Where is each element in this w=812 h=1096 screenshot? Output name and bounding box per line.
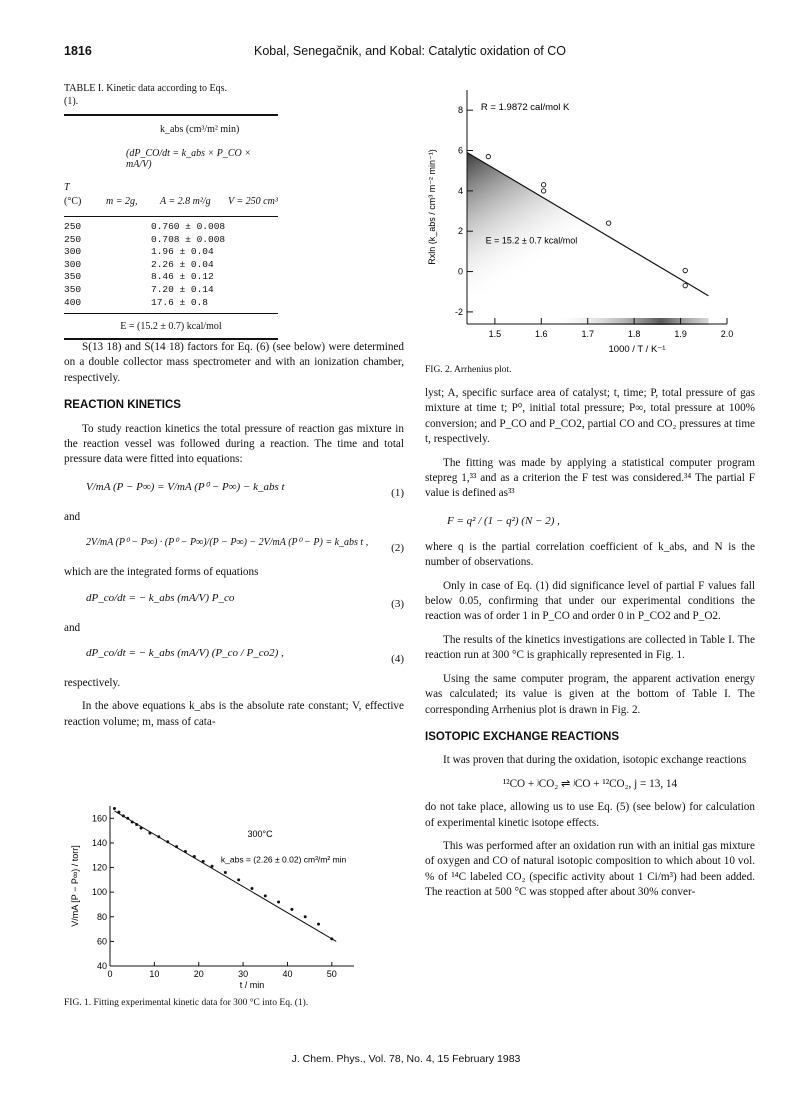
- table-footer: E = (15.2 ± 0.7) kcal/mol: [120, 321, 222, 333]
- data-point: [224, 871, 227, 874]
- table-cell-kabs: 1.96 ± 0.04: [151, 246, 214, 258]
- data-point: [166, 840, 169, 843]
- para-kinetics: To study reaction kinetics the total pressure of reaction gas mixture in the reaction vessel was followed during a reaction. The time and total pressure data were fitted into equations:: [64, 422, 404, 466]
- y-tick-label: 40: [96, 961, 107, 971]
- data-point: [264, 894, 267, 897]
- figure-1: [64, 798, 404, 1010]
- right-column-text: [425, 386, 755, 909]
- data-point: [117, 811, 120, 814]
- data-point: [683, 283, 687, 287]
- data-point: [237, 878, 240, 881]
- para-donot: do not take place, allowing us to use Eq. (5) (see below) for calculation of experimental kinetic isotope effects.: [425, 801, 755, 829]
- data-point: [486, 154, 490, 158]
- data-point: [277, 901, 280, 904]
- x-tick-label: 20: [193, 969, 204, 979]
- x-tick-label: 1.5: [488, 329, 502, 339]
- data-point: [304, 915, 307, 918]
- fig2-caption: FIG. 2. Arrhenius plot.: [425, 365, 512, 375]
- table-header: [64, 120, 278, 212]
- fig2-chart: [425, 82, 755, 357]
- annotation-rate-constant: k_abs = (2.26 ± 0.02) cm³/m² min: [220, 854, 347, 865]
- data-point: [135, 823, 138, 826]
- table-cell-kabs: 0.760 ± 0.008: [151, 221, 226, 232]
- x-tick-label: 50: [326, 969, 337, 979]
- x-tick-label: 1.6: [535, 329, 548, 339]
- data-point: [330, 937, 333, 940]
- fig1-caption: FIG. 1. Fitting experimental kinetic data for 300 °C into Eq. (1).: [64, 998, 309, 1008]
- para-lyst: lyst; A, specific surface area of catalyst; t, time; P, total pressure of gas mixture at time t; P⁰, initial total pressure; P∞, total pressure at 100% conversion; and P_CO and P_CO2, partial CO and CO₂ pressures at time t, respectively.: [425, 387, 755, 446]
- x-tick-label: 2.0: [720, 329, 734, 339]
- table-row: [64, 271, 278, 284]
- y-tick-label: 100: [91, 887, 107, 898]
- data-point: [541, 183, 545, 187]
- table-1: [64, 82, 404, 344]
- page-header: [64, 44, 754, 64]
- table-cell-temperature: 250: [64, 233, 82, 245]
- table-cell-kabs: 7.20 ± 0.14: [151, 283, 214, 295]
- figure-2: [425, 82, 755, 377]
- para-using: Using the same computer program, the apparent activation energy was calculated; its value is given at the bottom of Table I. The corresponding Arrhenius plot is drawn in Fig. 2.: [425, 672, 755, 716]
- table-row: [64, 234, 278, 247]
- m-label: m = 2g,: [106, 196, 138, 207]
- data-point: [193, 855, 196, 858]
- x-tick-label: 0: [107, 969, 113, 979]
- section-title-isotopic: ISOTOPIC EXCHANGE REACTIONS: [425, 730, 620, 743]
- fit-line: [114, 811, 336, 941]
- journal-footer: J. Chem. Phys., Vol. 78, No. 4, 15 February 1983: [291, 1053, 521, 1065]
- para-proven: It was proven that during the oxidation, isotopic exchange reactions: [443, 754, 747, 767]
- data-point: [148, 832, 151, 835]
- data-point: [317, 923, 320, 926]
- equation-f: F = q² / (1 − q²) (N − 2) ,: [447, 514, 560, 527]
- data-point: [113, 807, 116, 810]
- which-text: which are the integrated forms of equations: [64, 566, 259, 579]
- table-cell-temperature: 350: [64, 283, 82, 295]
- data-point: [683, 268, 687, 272]
- equation-1: V/mA (P − P∞) = V/mA (P⁰ − P∞) − k_abs t (1): [86, 480, 404, 499]
- equation-3: dP_co/dt = − k_abs (mA/V) P_co (3): [86, 591, 404, 610]
- y-tick-label: 120: [91, 862, 107, 873]
- and-1: and: [64, 510, 81, 523]
- y-tick-label: 0: [457, 266, 463, 277]
- para-where: where q is the partial correlation coefficient of k_abs, and N is the number of observations.: [425, 540, 755, 569]
- x-tick-label: 30: [238, 969, 249, 979]
- y-tick-label: 160: [91, 813, 107, 824]
- v-label: V = 250 cm³: [228, 196, 278, 207]
- table-cell-kabs: 2.26 ± 0.04: [151, 258, 214, 270]
- annotation-gas-constant: R = 1.9872 cal/mol K: [480, 102, 570, 114]
- running-title: Kobal, Senegačnik, and Kobal: Catalytic oxidation of CO: [254, 44, 566, 58]
- y-axis-label: Rxln (k_abs / cm³ m⁻² min⁻¹): [427, 149, 437, 265]
- t-unit: (°C): [64, 196, 82, 207]
- para-only: Only in case of Eq. (1) did significance level of partial F values fall below 0.05, confirming that under our experimental conditions the reaction was of order 1 in P_CO and order 0 in P_CO2 and P_O2.: [425, 579, 755, 623]
- data-point: [140, 827, 143, 830]
- table-caption: TABLE I. Kinetic data according to Eqs. (1).: [64, 83, 228, 107]
- y-tick-label: 8: [457, 105, 463, 116]
- x-tick-label: 1.7: [581, 329, 594, 339]
- y-axis-label: V/mA [P − P∞) / torr]: [70, 845, 80, 927]
- data-point: [202, 860, 205, 863]
- x-tick-label: 1.8: [627, 329, 641, 339]
- table-cell-kabs: 17.6 ± 0.8: [151, 296, 209, 308]
- table-row: [64, 284, 278, 297]
- x-axis-label: t / min: [239, 980, 265, 988]
- data-point: [606, 221, 610, 225]
- t-label: T: [64, 182, 70, 193]
- table-cell-temperature: 350: [64, 271, 82, 283]
- para-above: In the above equations k_abs is the absolute rate constant; V, effective reaction volume; m, mass of cata-: [64, 700, 404, 728]
- y-tick-label: 140: [91, 837, 107, 848]
- x-axis-label: 1000 / T / K⁻¹: [608, 344, 666, 355]
- table-row: [64, 297, 278, 310]
- equation-4: dP_co/dt = − k_abs (mA/V) (P_co / P_co2) , (4): [86, 647, 404, 666]
- para-factors: S(13 18) and S(14 18) factors for Eq. (6) (see below) were determined on a double collector mass spectrometer and with an ionization chamber, respectively.: [64, 341, 404, 384]
- data-point: [131, 821, 134, 824]
- annotation-temperature: 300°C: [247, 828, 273, 839]
- section-title-kinetics: REACTION KINETICS: [64, 399, 181, 412]
- table-cell-kabs: 0.708 ± 0.008: [151, 233, 226, 245]
- equation-2: 2V/mA (P⁰ − P∞) · (P⁰ − P∞)/(P − P∞) − 2V/mA (P⁰ − P) = k_abs t , (2): [86, 537, 404, 555]
- page-number: 1816: [64, 44, 92, 58]
- table-cell-kabs: 8.46 ± 0.12: [151, 271, 214, 283]
- table-rows: [64, 221, 278, 309]
- data-point: [122, 814, 125, 817]
- annotation-activation-energy: E = 15.2 ± 0.7 kcal/mol: [485, 235, 578, 246]
- equation-exchange: ¹²CO + ʲCO₂ ⇌ ʲCO + ¹²CO₂, j = 13, 14: [502, 777, 678, 790]
- data-point: [175, 845, 178, 848]
- y-tick-label: 4: [457, 185, 463, 196]
- table-cell-temperature: 300: [64, 258, 82, 270]
- data-point: [290, 908, 293, 911]
- data-point: [541, 189, 545, 193]
- table-cell-temperature: 300: [64, 246, 82, 258]
- x-tick-label: 40: [282, 969, 293, 979]
- table-cell-temperature: 400: [64, 296, 82, 308]
- para-fitting: The fitting was made by applying a statistical computer program stepreg 1,³³ and as a criterion the F test was considered.³⁴ The partial F value is defined as³³: [425, 456, 755, 500]
- x-tick-label: 1.9: [674, 329, 687, 339]
- and-2: and: [64, 621, 81, 634]
- table-row: [64, 221, 278, 234]
- fig1-chart: [64, 798, 404, 988]
- a-label: A = 2.8 m²/g: [160, 196, 211, 207]
- respectively-text: respectively.: [64, 677, 121, 690]
- data-point: [250, 887, 253, 890]
- data-point: [157, 835, 160, 838]
- table-row: [64, 246, 278, 259]
- para-results: The results of the kinetics investigations are collected in Table I. The reaction run at 300 °C is graphically represented in Fig. 1.: [425, 633, 755, 662]
- y-tick-label: 80: [96, 911, 107, 922]
- data-point: [126, 817, 129, 820]
- rate-law: (dP_CO/dt = k_abs × P_CO × mA/V): [126, 148, 251, 170]
- kabs-unit: k_abs (cm³/m² min): [160, 124, 240, 135]
- data-point: [184, 850, 187, 853]
- table-cell-temperature: 250: [64, 221, 82, 232]
- table-row: [64, 259, 278, 272]
- y-tick-label: 60: [96, 936, 107, 947]
- y-tick-label: 6: [457, 145, 463, 156]
- x-tick-label: 10: [149, 969, 160, 979]
- para-performed: This was performed after an oxidation run with an initial gas mixture of oxygen and CO of natural isotopic composition to which about 10 vol. % of ¹⁴C labeled CO₂ (specific activity about 1 Ci/m³) had been added. The reaction at 500 °C was stopped after about 30% conver-: [425, 839, 755, 899]
- y-tick-label: -2: [454, 306, 463, 317]
- data-point: [211, 865, 214, 868]
- y-tick-label: 2: [457, 226, 463, 237]
- left-column-text: [64, 340, 404, 738]
